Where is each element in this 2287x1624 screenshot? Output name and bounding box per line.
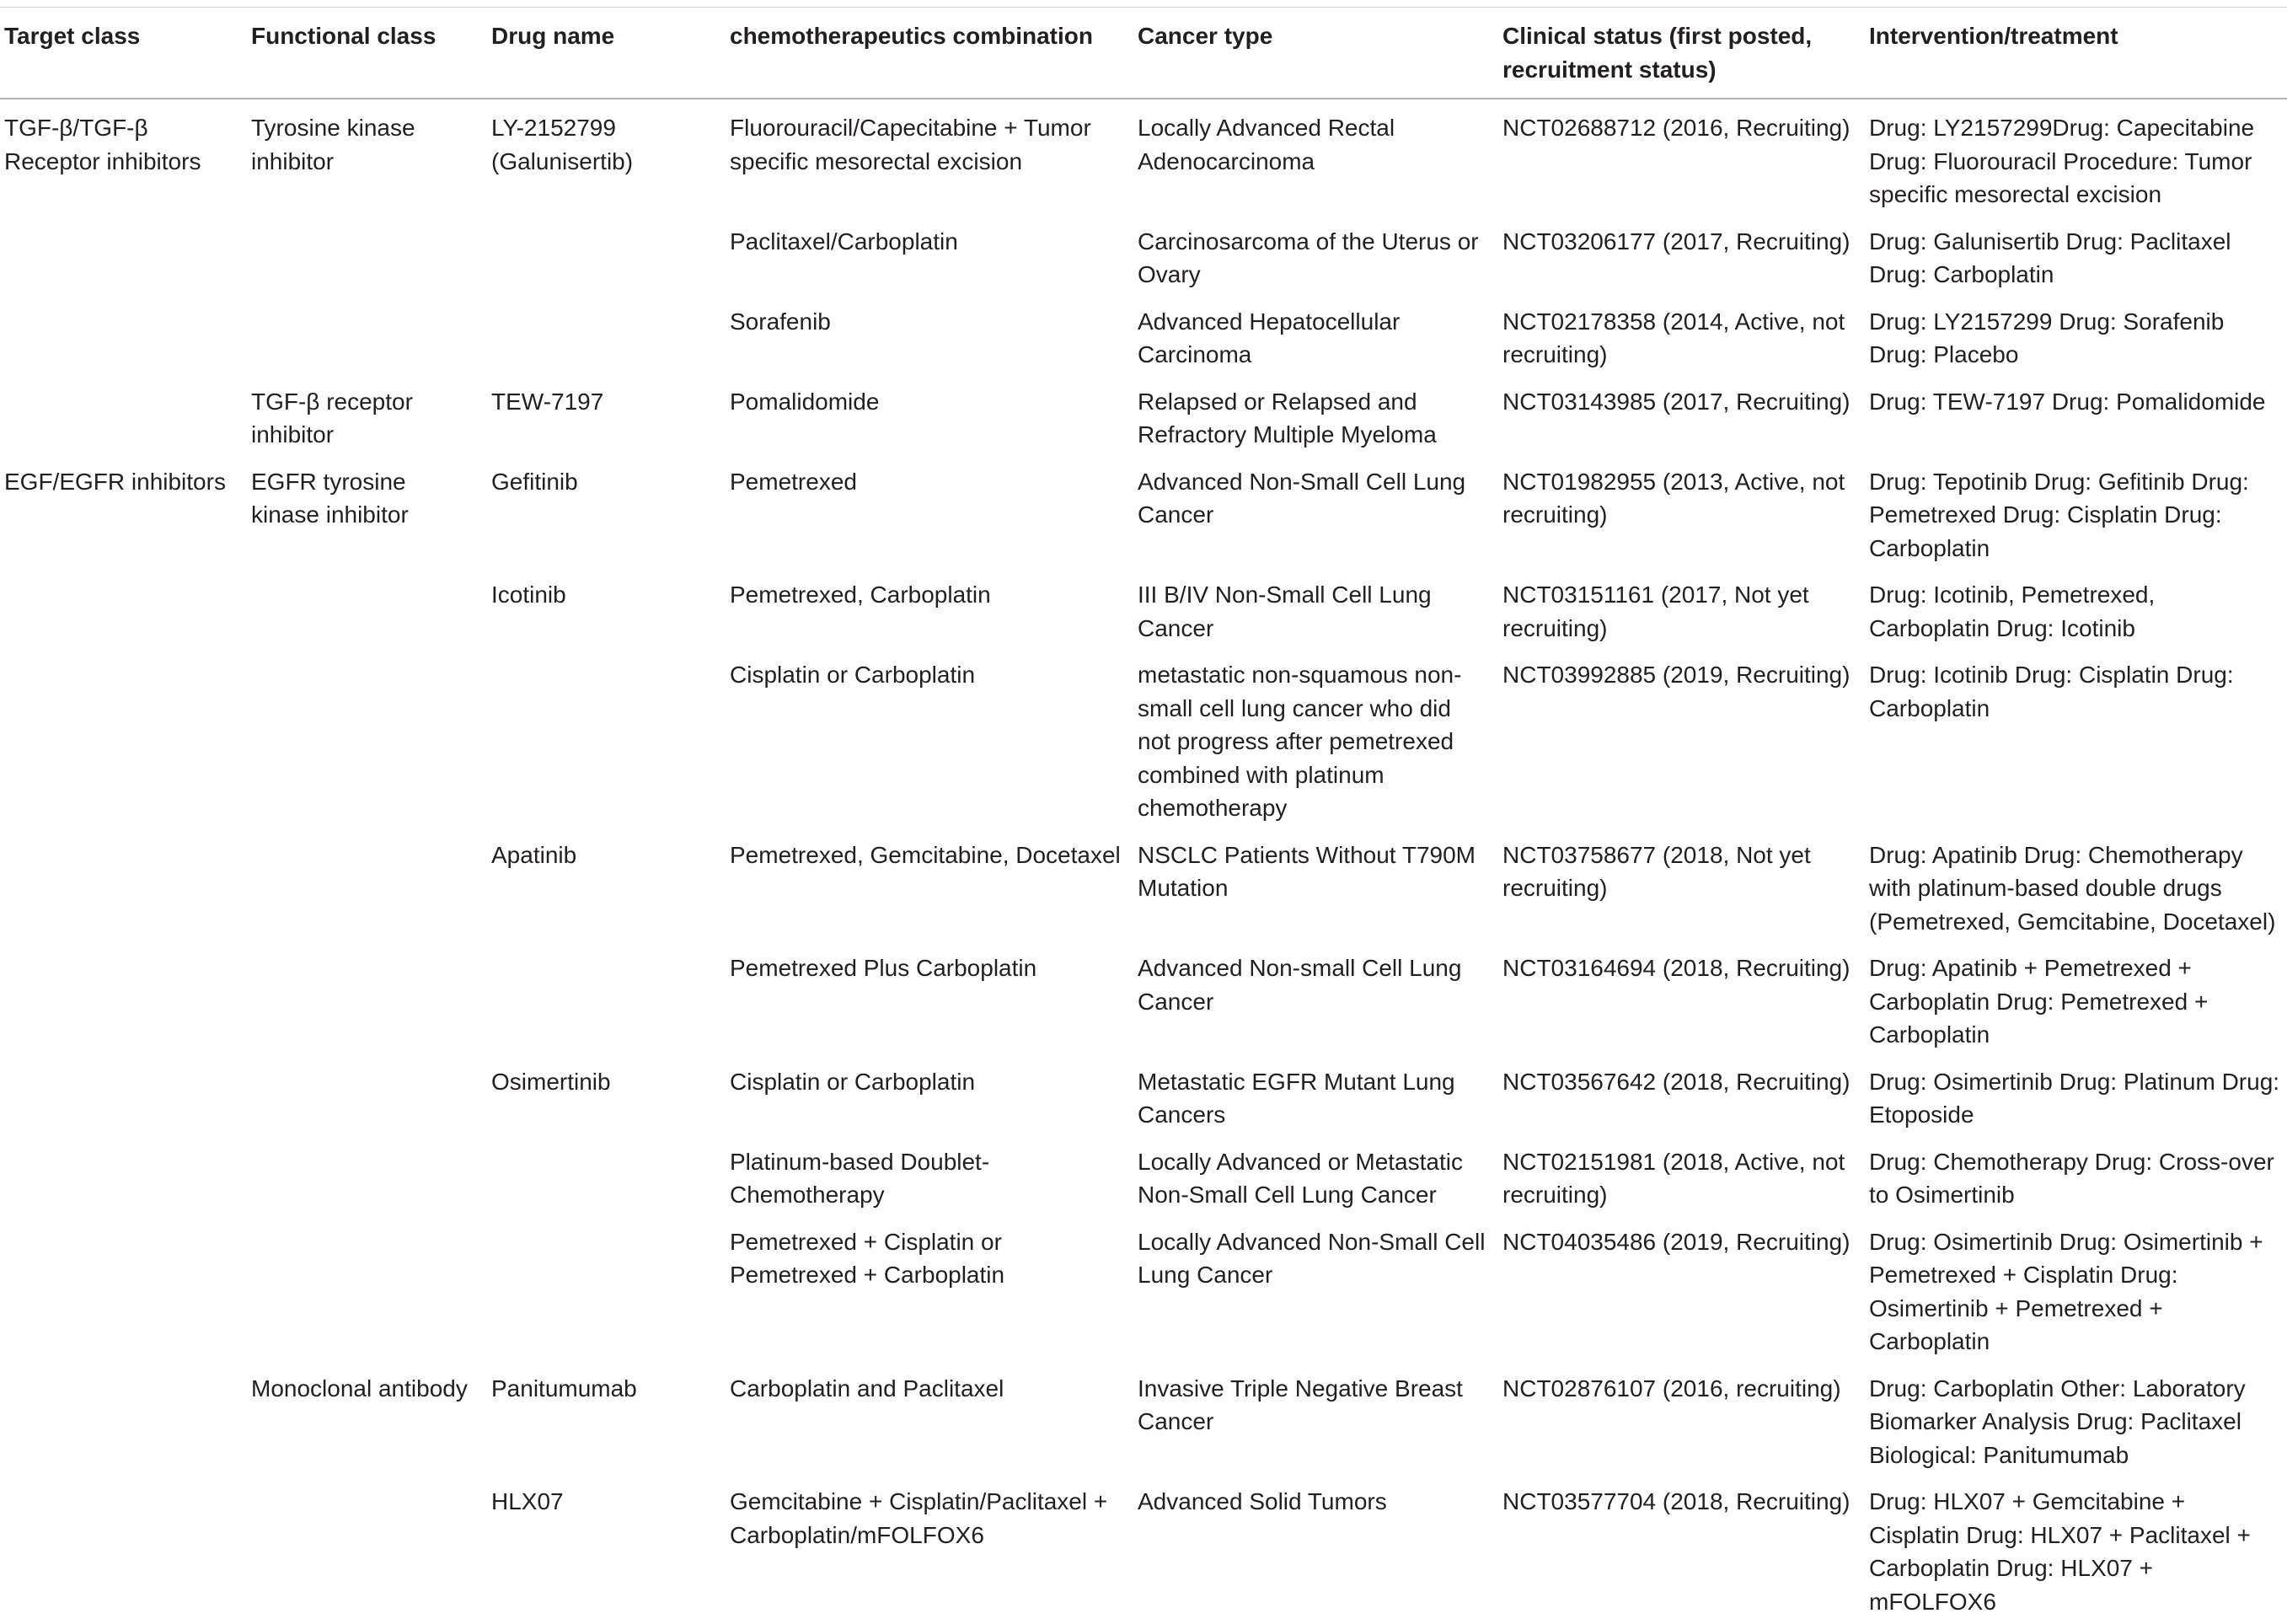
cell-cancer-type: metastatic non-squamous non-small cell lung cancer who did not progress after pemetrexed combined with platinum chemotherapy (1138, 662, 1462, 821)
cell-clinical-status: NCT03164694 (2018, Recruiting) (1502, 955, 1850, 981)
cell-cancer-type: Advanced Hepatocellular Carcinoma (1138, 308, 1401, 367)
cell-functional-class (244, 217, 485, 297)
cell-drug-name: Osimertinib (491, 1068, 611, 1095)
table-row (0, 378, 2287, 458)
cell-cancer-type: Locally Advanced Non-Small Cell Lung Cancer (1138, 1228, 1486, 1288)
cell-cancer-type: Advanced Solid Tumors (1138, 1488, 1387, 1514)
cell-functional-class (244, 297, 485, 378)
cell-combination: Paclitaxel/Carboplatin (730, 228, 958, 255)
cell-intervention: Drug: Icotinib, Pemetrexed, Carboplatin Drug: Icotinib (1869, 582, 2156, 641)
cell-cancer-type: Relapsed or Relapsed and Refractory Multiple Myeloma (1138, 388, 1437, 448)
table-row (0, 297, 2287, 378)
cell-intervention: Drug: Carboplatin Other: Laboratory Biomarker Analysis Drug: Paclitaxel Biological: Panitumumab (1869, 1375, 2246, 1468)
cell-cancer-type: Carcinosarcoma of the Uterus or Ovary (1138, 228, 1479, 287)
cell-functional-class: Tyrosine kinase inhibitor (251, 115, 415, 174)
cell-combination: Pemetrexed, Carboplatin (730, 582, 991, 608)
cell-intervention: Drug: Galunisertib Drug: Paclitaxel Drug: Carboplatin (1869, 228, 2231, 287)
cell-intervention: Drug: Apatinib Drug: Chemotherapy with platinum-based double drugs (Pemetrexed, Gemcitabine, Docetaxel) (1869, 841, 2276, 935)
cell-functional-class (244, 1477, 485, 1624)
header-target-class: Target class (0, 8, 244, 99)
cell-functional-class (244, 571, 485, 651)
cell-functional-class (244, 1058, 485, 1138)
cell-drug-name (485, 651, 723, 831)
cell-intervention: Drug: TEW-7197 Drug: Pomalidomide (1869, 388, 2266, 415)
cell-clinical-status: NCT03577704 (2018, Recruiting) (1502, 1488, 1850, 1514)
cell-drug-name (485, 1138, 723, 1218)
cell-drug-name: TEW-7197 (491, 388, 604, 415)
cell-drug-name: HLX07 (491, 1488, 564, 1514)
cell-intervention: Drug: LY2157299 Drug: Sorafenib Drug: Placebo (1869, 308, 2225, 367)
cell-clinical-status: NCT03567642 (2018, Recruiting) (1502, 1068, 1850, 1095)
cell-functional-class (244, 831, 485, 945)
cell-target-class (0, 1058, 244, 1138)
cell-clinical-status: NCT03992885 (2019, Recruiting) (1502, 662, 1850, 688)
header-functional-class: Functional class (244, 8, 485, 99)
cell-functional-class (244, 1138, 485, 1218)
cell-intervention: Drug: Osimertinib Drug: Osimertinib + Pemetrexed + Cisplatin Drug: Osimertinib + Pemetrexed + Carboplatin (1869, 1228, 2263, 1354)
table-row (0, 651, 2287, 831)
cell-drug-name (485, 944, 723, 1058)
cell-cancer-type: Locally Advanced Rectal Adenocarcinoma (1138, 115, 1395, 174)
cell-clinical-status: NCT01982955 (2013, Active, not recruiting) (1502, 468, 1845, 528)
table-row (0, 458, 2287, 571)
table-row (0, 1364, 2287, 1478)
header-intervention: Intervention/treatment (1862, 8, 2287, 99)
cell-drug-name: Gefitinib (491, 468, 578, 495)
cell-functional-class (244, 1218, 485, 1364)
cell-intervention: Drug: Osimertinib Drug: Platinum Drug: Etoposide (1869, 1068, 2280, 1128)
cell-clinical-status: NCT04035486 (2019, Recruiting) (1502, 1228, 1850, 1255)
cell-combination: Cisplatin or Carboplatin (730, 1068, 976, 1095)
cell-drug-name (485, 1218, 723, 1364)
cell-drug-name: Apatinib (491, 841, 577, 868)
cell-drug-name: LY-2152799 (Galunisertib) (491, 115, 634, 174)
cell-target-class (0, 651, 244, 831)
cell-drug-name (485, 297, 723, 378)
table-header (0, 8, 2287, 99)
cell-clinical-status: NCT03151161 (2017, Not yet recruiting) (1502, 582, 1809, 641)
cell-clinical-status: NCT03206177 (2017, Recruiting) (1502, 228, 1850, 255)
cell-combination: Pemetrexed, Gemcitabine, Docetaxel (730, 841, 1121, 868)
header-drug-name: Drug name (485, 8, 723, 99)
table-row (0, 1218, 2287, 1364)
cell-cancer-type: Advanced Non-small Cell Lung Cancer (1138, 955, 1462, 1015)
cell-combination: Fluorouracil/Capecitabine + Tumor specific mesorectal excision (730, 115, 1091, 174)
table-row (0, 1058, 2287, 1138)
cell-cancer-type: Advanced Non-Small Cell Lung Cancer (1138, 468, 1466, 528)
table-body (0, 99, 2287, 1624)
cell-intervention: Drug: HLX07 + Gemcitabine + Cisplatin Drug: HLX07 + Paclitaxel + Carboplatin Drug: HLX07 + mFOLFOX6 (1869, 1488, 2251, 1615)
cell-combination: Pemetrexed Plus Carboplatin (730, 955, 1037, 981)
cell-target-class (0, 1138, 244, 1218)
table-row (0, 1477, 2287, 1624)
cell-target-class (0, 944, 244, 1058)
table-row (0, 99, 2287, 217)
cell-clinical-status: NCT02688712 (2016, Recruiting) (1502, 115, 1850, 141)
cell-clinical-status: NCT02178358 (2014, Active, not recruiting) (1502, 308, 1845, 367)
cell-drug-name: Icotinib (491, 582, 566, 608)
cell-combination: Pemetrexed (730, 468, 857, 495)
cell-intervention: Drug: Icotinib Drug: Cisplatin Drug: Carboplatin (1869, 662, 2234, 721)
cell-intervention: Drug: Chemotherapy Drug: Cross-over to Osimertinib (1869, 1148, 2274, 1208)
cell-combination: Pomalidomide (730, 388, 880, 415)
cell-intervention: Drug: Apatinib + Pemetrexed + Carboplatin Drug: Pemetrexed + Carboplatin (1869, 955, 2209, 1048)
cell-combination: Gemcitabine + Cisplatin/Paclitaxel + Carboplatin/mFOLFOX6 (730, 1488, 1108, 1548)
cell-drug-name: Panitumumab (491, 1375, 637, 1402)
header-row (0, 8, 2287, 99)
cell-combination: Carboplatin and Paclitaxel (730, 1375, 1004, 1402)
cell-cancer-type: Metastatic EGFR Mutant Lung Cancers (1138, 1068, 1455, 1128)
cell-combination: Cisplatin or Carboplatin (730, 662, 976, 688)
cell-drug-name (485, 217, 723, 297)
cell-target-class: TGF-β/TGF-β Receptor inhibitors (4, 115, 201, 174)
cell-functional-class (244, 944, 485, 1058)
cell-target-class (0, 571, 244, 651)
cell-clinical-status: NCT02151981 (2018, Active, not recruiting) (1502, 1148, 1845, 1208)
cell-intervention: Drug: LY2157299Drug: Capecitabine Drug: Fluorouracil Procedure: Tumor specific mesorectal excision (1869, 115, 2255, 207)
cell-cancer-type: Locally Advanced or Metastatic Non-Small Cell Lung Cancer (1138, 1148, 1463, 1208)
cell-functional-class: TGF-β receptor inhibitor (251, 388, 413, 448)
cell-target-class (0, 1218, 244, 1364)
table-row (0, 571, 2287, 651)
cell-clinical-status: NCT03143985 (2017, Recruiting) (1502, 388, 1850, 415)
clinical-trials-table (0, 7, 2287, 1624)
table-row (0, 831, 2287, 945)
cell-target-class (0, 297, 244, 378)
table-row (0, 1138, 2287, 1218)
cell-combination: Pemetrexed + Cisplatin or Pemetrexed + Carboplatin (730, 1228, 1005, 1288)
cell-target-class (0, 217, 244, 297)
cell-target-class (0, 378, 244, 458)
header-clinical-status: Clinical status (first posted, recruitment status) (1496, 8, 1862, 99)
table-row (0, 944, 2287, 1058)
cell-cancer-type: NSCLC Patients Without T790M Mutation (1138, 841, 1476, 901)
header-combination: chemotherapeutics combination (723, 8, 1131, 99)
cell-target-class (0, 831, 244, 945)
cell-intervention: Drug: Tepotinib Drug: Gefitinib Drug: Pemetrexed Drug: Cisplatin Drug: Carboplatin (1869, 468, 2249, 561)
cell-clinical-status: NCT03758677 (2018, Not yet recruiting) (1502, 841, 1811, 901)
cell-combination: Sorafenib (730, 308, 831, 335)
cell-functional-class: Monoclonal antibody (251, 1375, 468, 1402)
header-cancer-type: Cancer type (1131, 8, 1496, 99)
cell-target-class: EGF/EGFR inhibitors (4, 468, 226, 495)
cell-clinical-status: NCT02876107 (2016, recruiting) (1502, 1375, 1841, 1402)
cell-target-class (0, 1364, 244, 1478)
cell-target-class (0, 1477, 244, 1624)
cell-combination: Platinum-based Doublet-Chemotherapy (730, 1148, 990, 1208)
cell-cancer-type: Invasive Triple Negative Breast Cancer (1138, 1375, 1463, 1434)
cell-cancer-type: III B/IV Non-Small Cell Lung Cancer (1138, 582, 1432, 641)
cell-functional-class (244, 651, 485, 831)
cell-functional-class: EGFR tyrosine kinase inhibitor (251, 468, 409, 528)
table-row (0, 217, 2287, 297)
